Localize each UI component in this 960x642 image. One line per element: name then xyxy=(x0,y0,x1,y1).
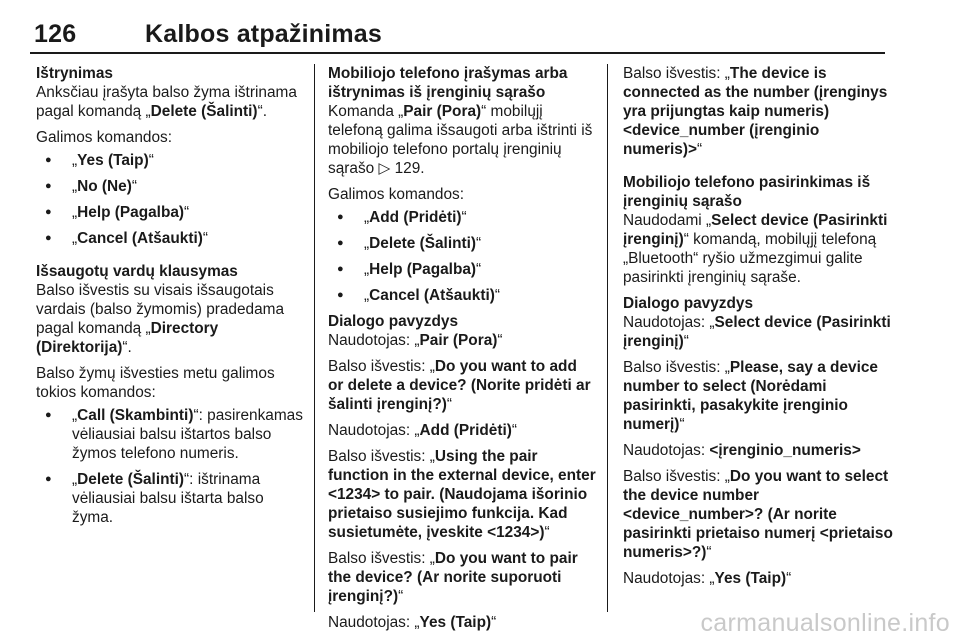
dialog-line: Balso išvestis: „Do you want to select the device number <device_number>? (Ar norite pasirinkti prietaiso numerį <prietaiso numeris>?)“ xyxy=(623,468,893,561)
example-heading: Dialogo pavyzdys xyxy=(328,313,459,330)
list-item: ● „Yes (Taip)“ xyxy=(36,151,304,170)
section-heading-delete: Ištrynimas xyxy=(36,65,113,82)
column-2 xyxy=(328,64,596,632)
dialog-line: Naudotojas: „Add (Pridėti)“ xyxy=(328,422,518,439)
command-list xyxy=(328,208,596,305)
header-divider xyxy=(30,52,885,54)
list-item: ● „Delete (Šalinti)“: ištrinama vėliausiai balsu ištarta balso žyma. xyxy=(36,470,304,527)
dialog-line: Naudotojas: <įrenginio_numeris> xyxy=(623,442,861,459)
command-list xyxy=(36,406,304,527)
paragraph: Komanda „Pair (Pora)“ mobilųjį telefoną galima išsaugoti arba ištrinti iš mobiliojo telefono portalų įrenginių sąrašo ▷ 129. xyxy=(328,103,593,177)
column-divider-2 xyxy=(607,64,608,612)
paragraph: Anksčiau įrašyta balso žyma ištrinama pagal komandą „Delete (Šalinti)“. xyxy=(36,84,297,120)
column-divider-1 xyxy=(314,64,315,612)
dialog-line: Balso išvestis: „Do you want to pair the device? (Ar norite suporuoti įrenginį?)“ xyxy=(328,550,578,605)
paragraph: Galimos komandos: xyxy=(328,186,465,203)
dialog-line: Balso išvestis: „Please, say a device number to select (Norėdami pasirinkti, pasakykite įrenginio numerį)“ xyxy=(623,359,878,433)
page-title: Kalbos atpažinimas xyxy=(145,20,382,48)
column-1 xyxy=(36,64,304,534)
page-header xyxy=(30,18,885,52)
paragraph: Naudodami „Select device (Pasirinkti įrenginį)“ komandą, mobilųjį telefoną „Bluetooth“ ryšio užmezgimui galite pasirinkti įrenginių sąraše. xyxy=(623,212,888,286)
paragraph: Balso žymų išvesties metu galimos tokios komandos: xyxy=(36,365,275,401)
list-item: ● „Cancel (Atšaukti)“ xyxy=(36,229,304,248)
list-item: ● „No (Ne)“ xyxy=(36,177,304,196)
dialog-line: Balso išvestis: „Do you want to add or delete a device? (Norite pridėti ar šalinti įrenginį?)“ xyxy=(328,358,591,413)
page-ref-icon: ▷ xyxy=(378,160,391,177)
list-item: ● „Add (Pridėti)“ xyxy=(328,208,596,227)
dialog-line: Balso išvestis: „The device is connected as the number (įrenginys yra prijungtas kaip numeris) <device_number (įrenginio numeris)>“ xyxy=(623,65,888,158)
command-list xyxy=(36,151,304,248)
dialog-line: Naudotojas: „Yes (Taip)“ xyxy=(623,570,792,587)
section-heading-pair: Mobiliojo telefono įrašymas arba ištrynimas iš įrenginių sąrašo xyxy=(328,65,568,101)
list-item: ● „Delete (Šalinti)“ xyxy=(328,234,596,253)
list-item: ● „Call (Skambinti)“: pasirenkamas vėliausiai balsu ištartos balso žymos telefono numeris. xyxy=(36,406,304,463)
paragraph: Balso išvestis su visais išsaugotais vardais (balso žymomis) pradedama pagal komandą „Directory (Direktorija)“. xyxy=(36,282,285,356)
column-3 xyxy=(623,64,893,588)
dialog-line: Naudotojas: „Pair (Pora)“ xyxy=(328,332,503,349)
dialog-line: Balso išvestis: „Using the pair function in the external device, enter <1234> to pair. (Naudojama išorinio prietaiso susiejimo funkcija. Kad susietumėte, įveskite <1234>)“ xyxy=(328,448,596,541)
dialog-line: Naudotojas: „Yes (Taip)“ xyxy=(328,614,497,631)
dialog-line: Naudotojas: „Select device (Pasirinkti įrenginį)“ xyxy=(623,314,891,350)
section-heading-select: Mobiliojo telefono pasirinkimas iš įrenginių sąrašo xyxy=(623,174,871,210)
page-number: 126 xyxy=(34,20,77,48)
watermark: carmanualsonline.info xyxy=(700,609,950,637)
example-heading: Dialogo pavyzdys xyxy=(623,295,754,312)
list-item: ● „Help (Pagalba)“ xyxy=(328,260,596,279)
list-item: ● „Cancel (Atšaukti)“ xyxy=(328,286,596,305)
section-heading-listen: Išsaugotų vardų klausymas xyxy=(36,263,238,280)
paragraph: Galimos komandos: xyxy=(36,129,173,146)
list-item: ● „Help (Pagalba)“ xyxy=(36,203,304,222)
